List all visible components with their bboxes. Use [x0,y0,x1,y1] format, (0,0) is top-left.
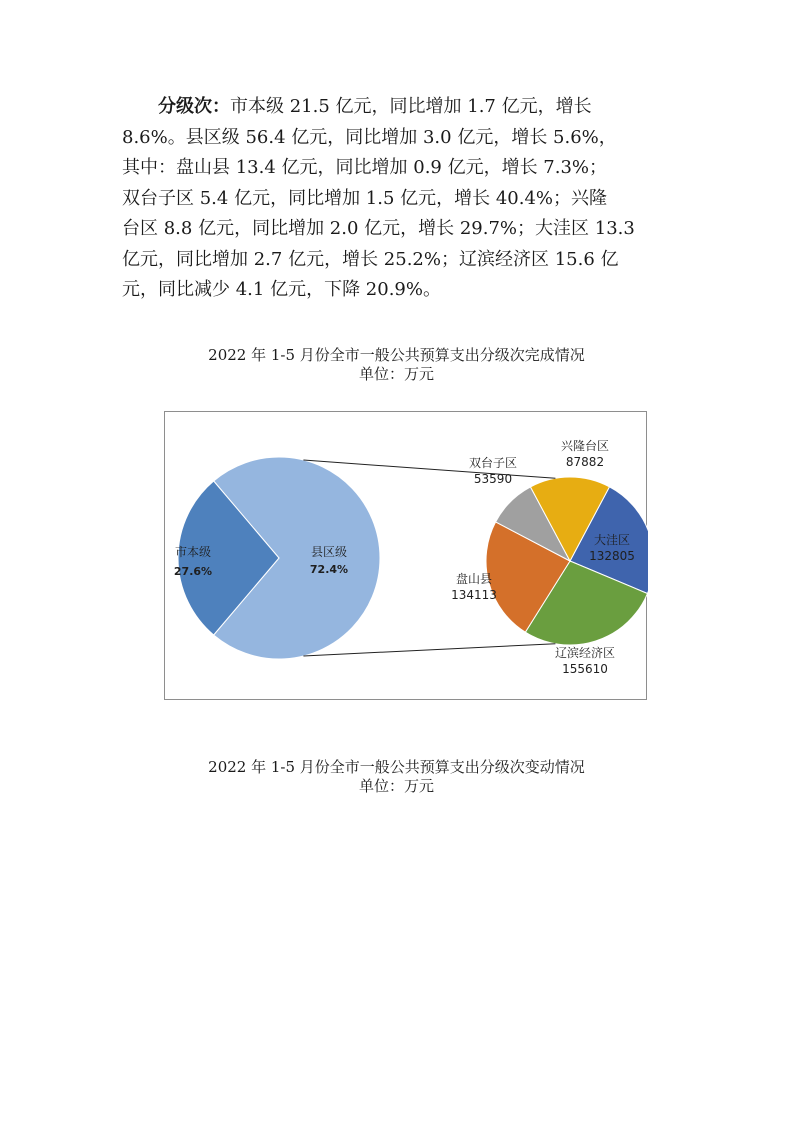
paragraph-line-text: 8.6%。县区级 56.4 亿元，同比增加 3.0 亿元，增长 5.6%， [122,126,617,148]
sub-label-value-1: 155610 [562,662,608,676]
paragraph-line-text: 市本级 21.5 亿元，同比增加 1.7 亿元，增长 [230,96,592,117]
main-label-name-city: 市本级 [174,545,212,559]
chart2-unit: 单位：万元 [358,777,434,795]
chart1-caption [0,346,793,384]
connector-bottom [303,644,555,656]
sub-label-name-3: 双台子区 [468,456,518,470]
paragraph-line-text: 双台子区 5.4 亿元，同比增加 1.5 亿元，增长 40.4%；兴隆 [122,187,608,209]
sub-label-value-3: 53590 [473,472,513,486]
sub-label-name-4: 兴隆台区 [560,439,610,453]
paragraph-line-text: 亿元，同比增加 2.7 亿元，增长 25.2%；辽滨经济区 15.6 亿 [122,248,619,270]
chart1-unit: 单位：万元 [358,365,434,383]
paragraph-line [122,214,674,245]
paragraph-line [122,153,674,184]
sub-label-name-0: 大洼区 [593,533,631,547]
sub-label-value-0: 132805 [589,549,635,563]
pie-of-pie-chart [164,411,647,700]
sub-label-name-1: 辽滨经济区 [554,646,616,660]
paragraph-line-text: 台区 8.8 亿元，同比增加 2.0 亿元，增长 29.7%；大洼区 13.3 [122,218,635,239]
main-label-name-county: 县区级 [310,545,348,559]
chart2-title: 2022 年 1-5 月份全市一般公共预算支出分级次变动情况 [208,758,585,776]
sub-label-name-2: 盘山县 [455,572,493,586]
paragraph-line [122,245,674,276]
paragraph-line [122,275,674,306]
main-label-pct-county: 72.4% [309,563,349,576]
connector-top [303,460,555,478]
paragraph-line [122,92,674,123]
chart1-title: 2022 年 1-5 月份全市一般公共预算支出分级次完成情况 [208,346,585,364]
sub-label-value-2: 134113 [451,588,497,602]
paragraph-line-text: 其中：盘山县 13.4 亿元，同比增加 0.9 亿元，增长 7.3%； [122,157,608,178]
chart-canvas [165,412,648,701]
paragraph-line [122,123,674,154]
paragraph-lead-bold: 分级次： [158,96,230,117]
main-label-pct-city: 27.6% [173,565,213,578]
sub-label-value-4: 87882 [565,455,605,469]
paragraph-line-text: 元，同比减少 4.1 亿元，下降 20.9%。 [122,279,441,300]
summary-paragraph [122,92,674,306]
paragraph-line [122,184,674,215]
chart2-caption [0,758,793,796]
